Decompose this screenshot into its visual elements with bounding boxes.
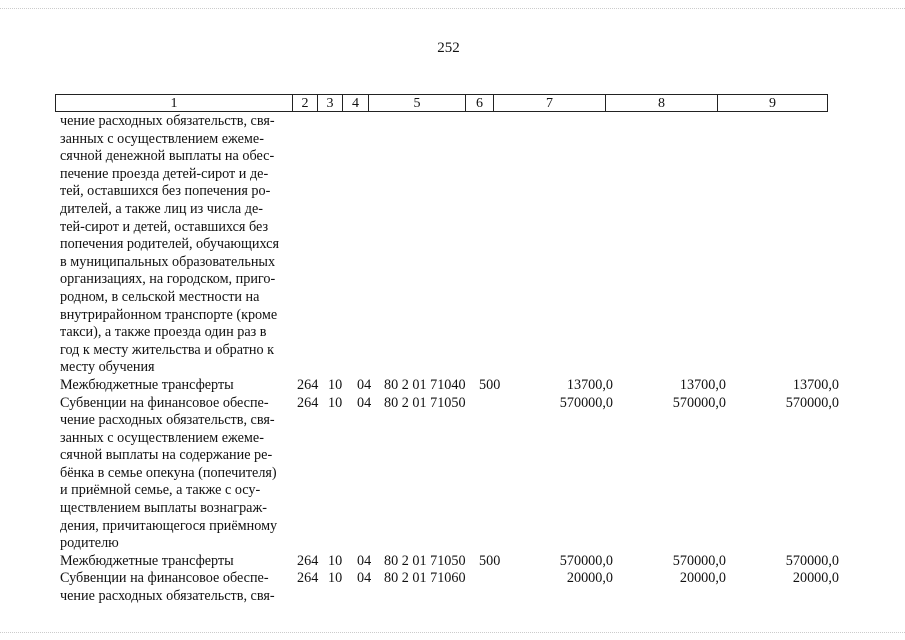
table-body <box>60 113 845 606</box>
cell-c2: 264 <box>297 376 319 393</box>
row-name-line: год к месту жительства и обратно к <box>60 341 275 358</box>
row-name-line: тей-сирот и детей, оставшихся без <box>60 218 269 235</box>
row-name-line: сячной выплаты на содержание ре- <box>60 447 273 464</box>
cell-c8: 570000,0 <box>672 394 726 411</box>
cell-c3: 10 <box>328 570 343 587</box>
cell-c2: 264 <box>297 394 319 411</box>
cell-c4: 04 <box>357 394 372 411</box>
cell-c9: 20000,0 <box>792 570 839 587</box>
row-name-line: и приёмной семье, а также с осу- <box>60 482 261 499</box>
header-col-7: 7 <box>494 95 606 111</box>
table-row <box>60 553 845 571</box>
row-name-line: занных с осуществлением ежеме- <box>60 130 264 147</box>
header-col-5: 5 <box>369 95 466 111</box>
row-name-line: внутрирайонном транспорте (кроме <box>60 306 278 323</box>
row-name-line: родителю <box>60 535 119 552</box>
cell-c5: 80 2 01 71050 <box>384 552 466 569</box>
cell-c8: 13700,0 <box>679 376 726 393</box>
table-row <box>60 377 845 395</box>
cell-c7: 570000,0 <box>559 552 613 569</box>
table-header <box>55 94 828 112</box>
row-name-line: тей, оставшихся без попечения ро- <box>60 183 271 200</box>
row-name-line: Субвенции на финансовое обеспе- <box>60 394 269 411</box>
cell-c7: 20000,0 <box>566 570 613 587</box>
cell-c6: 500 <box>479 552 501 569</box>
page-number: 252 <box>437 40 460 56</box>
header-col-2: 2 <box>293 95 318 111</box>
row-name-line: занных с осуществлением ежеме- <box>60 429 264 446</box>
cell-c4: 04 <box>357 570 372 587</box>
scan-noise <box>0 632 905 634</box>
cell-c9: 570000,0 <box>785 552 839 569</box>
cell-c8: 570000,0 <box>672 552 726 569</box>
header-col-8: 8 <box>606 95 718 111</box>
row-name-line: Межбюджетные трансферты <box>60 376 234 393</box>
row-name-line: дителей, а также лиц из числа де- <box>60 200 263 217</box>
header-col-4: 4 <box>343 95 369 111</box>
row-name-line: попечения родителей, обучающихся <box>60 236 279 253</box>
scan-noise <box>0 8 905 10</box>
row-name <box>60 377 292 395</box>
row-name-line: чение расходных обязательств, свя- <box>60 588 275 605</box>
cell-c3: 10 <box>328 376 343 393</box>
row-name-line: Межбюджетные трансферты <box>60 552 234 569</box>
header-col-3: 3 <box>318 95 343 111</box>
cell-c2: 264 <box>297 570 319 587</box>
cell-c3: 10 <box>328 394 343 411</box>
cell-c5: 80 2 01 71040 <box>384 376 466 393</box>
cell-c2: 264 <box>297 552 319 569</box>
row-name <box>60 113 292 377</box>
row-name-line: родном, в сельской местности на <box>60 288 260 305</box>
row-name-line: в муниципальных образовательных <box>60 253 276 270</box>
row-name-line: дения, причитающегося приёмному <box>60 517 278 534</box>
row-name-line: Субвенции на финансовое обеспе- <box>60 570 269 587</box>
row-name-line: сячной денежной выплаты на обес- <box>60 148 275 165</box>
cell-c3: 10 <box>328 552 343 569</box>
row-name-line: печение проезда детей-сирот и де- <box>60 165 269 182</box>
row-name <box>60 570 292 605</box>
row-name-line: бёнка в семье опекуна (попечителя) <box>60 464 277 481</box>
row-name-line: чение расходных обязательств, свя- <box>60 412 275 429</box>
header-col-1: 1 <box>56 95 293 111</box>
row-name-line: такси), а также проезда один раз в <box>60 324 267 341</box>
table-row <box>60 395 845 553</box>
cell-c5: 80 2 01 71060 <box>384 570 466 587</box>
row-name-line: чение расходных обязательств, свя- <box>60 113 275 129</box>
row-name <box>60 395 292 553</box>
table-row <box>60 570 845 605</box>
cell-c5: 80 2 01 71050 <box>384 394 466 411</box>
cell-c4: 04 <box>357 376 372 393</box>
header-col-6: 6 <box>466 95 494 111</box>
cell-c9: 570000,0 <box>785 394 839 411</box>
cell-c7: 570000,0 <box>559 394 613 411</box>
row-name-line: месту обучения <box>60 359 155 376</box>
row-name <box>60 553 292 571</box>
table-row <box>60 113 845 377</box>
cell-c6: 500 <box>479 376 501 393</box>
cell-c7: 13700,0 <box>566 376 613 393</box>
header-col-9: 9 <box>769 96 776 111</box>
cell-c4: 04 <box>357 552 372 569</box>
cell-c8: 20000,0 <box>679 570 726 587</box>
row-name-line: организациях, на городском, приго- <box>60 271 276 288</box>
cell-c9: 13700,0 <box>792 376 839 393</box>
row-name-line: ществлением выплаты вознаграж- <box>60 500 268 517</box>
